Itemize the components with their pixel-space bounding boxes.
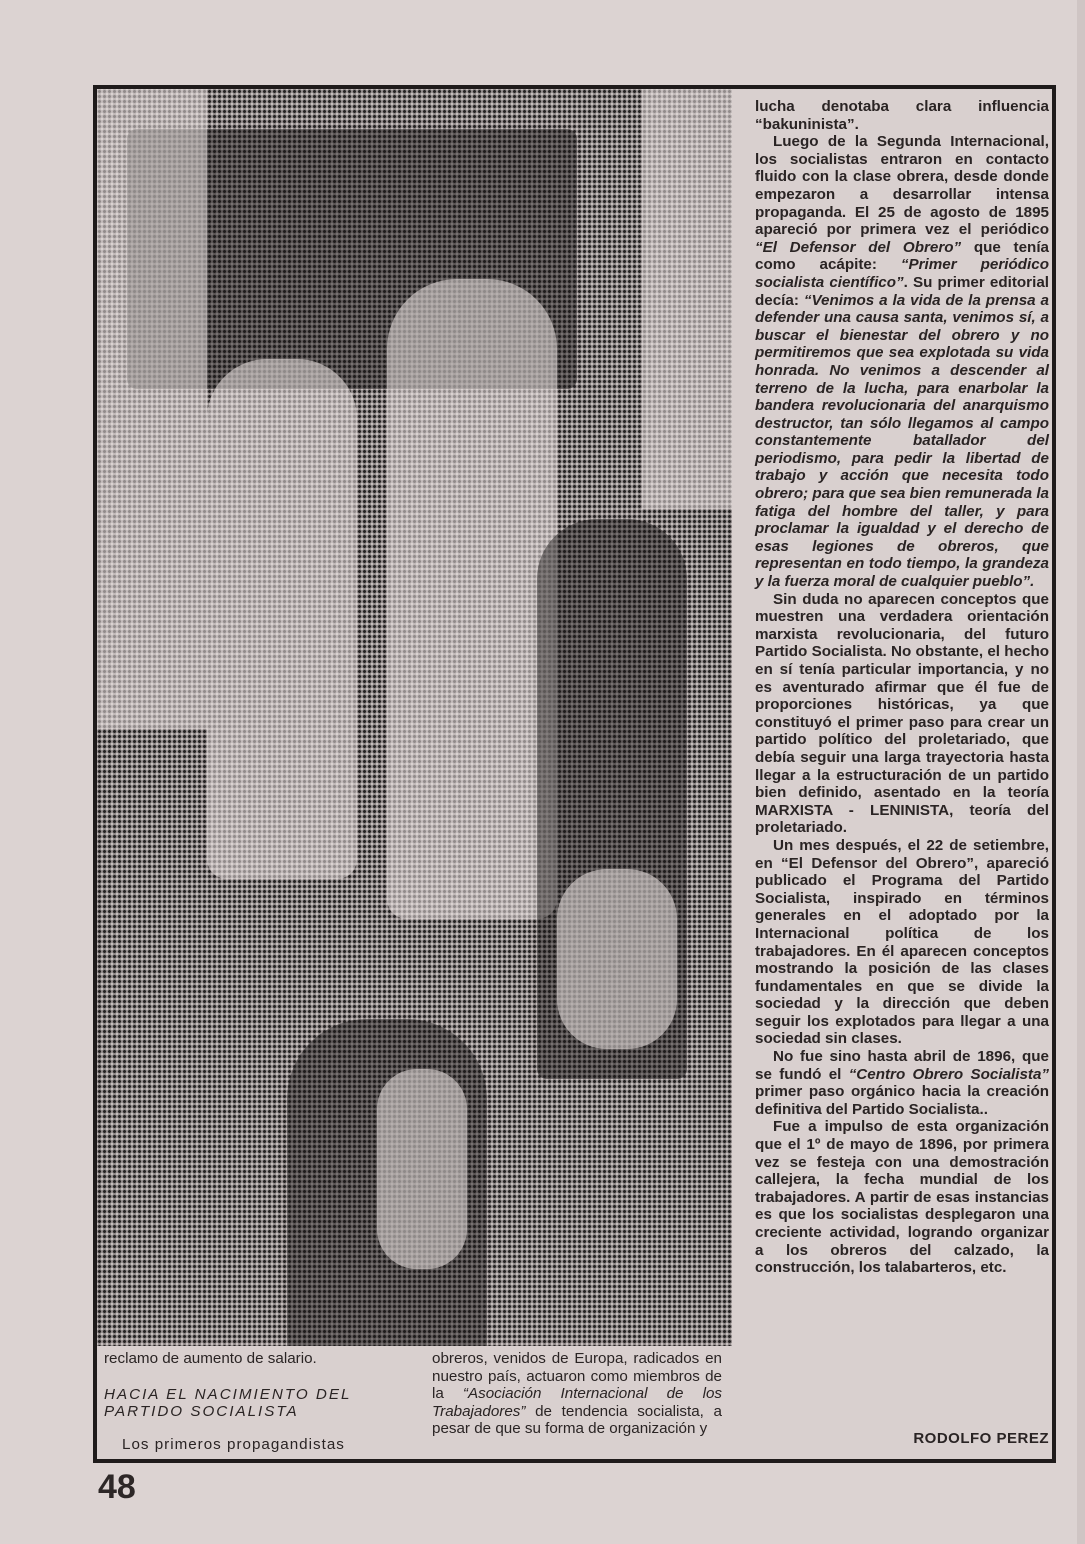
right-paragraph-6: Fue a impulso de esta organización que el 1º de mayo de 1896, por primera vez se festeja con una demostración callejera, la fecha mundial de los trabajadores. A partir de esas instancias es que los socialistas desplegaron una creciente actividad, logrando organizar a los obreros del calzado, la construcción, los talabarteros, etc. <box>755 1118 1049 1277</box>
p5-text-a: No fue sino hasta abril de 1896, que se fundó el <box>755 1048 1049 1083</box>
left-column-text <box>104 1350 394 1453</box>
photo-wall-right <box>642 89 732 509</box>
right-column-text <box>755 98 1049 1277</box>
right-paragraph-3: Sin duda no aparecen conceptos que muestren una verdadera orientación marxista revolucionaria, del futuro Partido Socialista. No obstante, el hecho en sí tenía particular importancia, y no es aventurado afirmar que él fue de proporciones históricas, ya que constituyó el primer paso para crear un partido político del proletariado, que debía seguir una larga trayectoria hasta llegar a la estructuración de un partido bien definido, asentado en la teoría MARXISTA - LENINISTA, teoría del proletariado. <box>755 590 1049 837</box>
right-paragraph-4: Un mes después, el 22 de setiembre, en “El Defensor del Obrero”, apareció publicado el Programa del Partido Socialista, inspirado en términos generales en el adoptado por la Internacional política de los trabajadores. En él aparecen conceptos mostrando la posición de las clases fundamentales en que se divide la sociedad y la dirección que deben seguir los explotados para llegar a una sociedad sin clases. <box>755 836 1049 1048</box>
author-signature: RODOLFO PEREZ <box>913 1430 1049 1447</box>
p2-motto: “Primer periódico socialista científico” <box>755 256 1049 291</box>
right-paragraph-1: lucha denotaba clara influencia “bakuninista”. <box>755 98 1049 133</box>
photo-caption-end: reclamo de aumento de salario. <box>104 1350 317 1367</box>
historical-photo <box>97 89 732 1346</box>
middle-text-a: obreros, venidos de Europa, radicados en nuestro país, actuaron como miembros de la <box>432 1350 722 1403</box>
p2-text-c: que tenía como acápite: <box>755 238 1049 274</box>
photo-figure-1 <box>207 359 357 879</box>
p2-newspaper-title: “El Defensor del Obrero” <box>755 238 962 256</box>
photo-figure-4 <box>557 869 677 1049</box>
section-intro: Los primeros propagandistas <box>122 1435 345 1453</box>
p2-text-a: Luego de la Segunda Internacional, los socialistas entraron en contacto fluido con la clase obrera, desde donde empezaron a desarrollar intensa propaganda. El 25 de agosto de 1895 apareció por primera vez el periódico <box>755 133 1049 239</box>
photo-wall-left <box>97 89 207 729</box>
middle-text-b: “Asociación Internacional de los Trabajadores” <box>432 1385 722 1420</box>
p5-text-c: primer paso orgánico hacia la creación definitiva del Partido Socialista.. <box>755 1083 1049 1118</box>
page-number: 48 <box>98 1468 136 1506</box>
right-paragraph-5 <box>755 1048 1049 1118</box>
middle-text-c: de tendencia socialista, a pesar de que su forma de organización y <box>432 1402 722 1438</box>
right-paragraph-2 <box>755 133 1049 590</box>
p5-centro-obrero: “Centro Obrero Socialista” <box>848 1065 1049 1083</box>
section-heading: HACIA EL NACIMIENTO DEL PARTIDO SOCIALISTA <box>104 1385 352 1420</box>
photo-figure-6 <box>377 1069 467 1269</box>
p2-editorial-quote: “Venimos a la vida de la prensa a defender una causa santa, venimos sí, a buscar el bienestar del obrero y no permitiremos que sea explotada su vida honrada. No venimos a descender al terreno de la lucha, para enarbolar la bandera revolucionaria del anarquismo destructor, tan sólo llegamos al campo constantemente batallador del periodismo, para pedir la libertad de trabajo y acción que necesita todo obrero; para que sea bien remunerada la fatiga del hombre del taller, y para proclamar la igualdad y el derecho de esas legiones de obreros, que representan en todo tiempo, la grandeza y la fuerza moral de cualquier pueblo”. <box>755 291 1049 591</box>
p2-text-e: . Su primer editorial decía: <box>755 273 1049 309</box>
photo-figure-2 <box>387 279 557 919</box>
middle-column-text <box>432 1350 722 1438</box>
